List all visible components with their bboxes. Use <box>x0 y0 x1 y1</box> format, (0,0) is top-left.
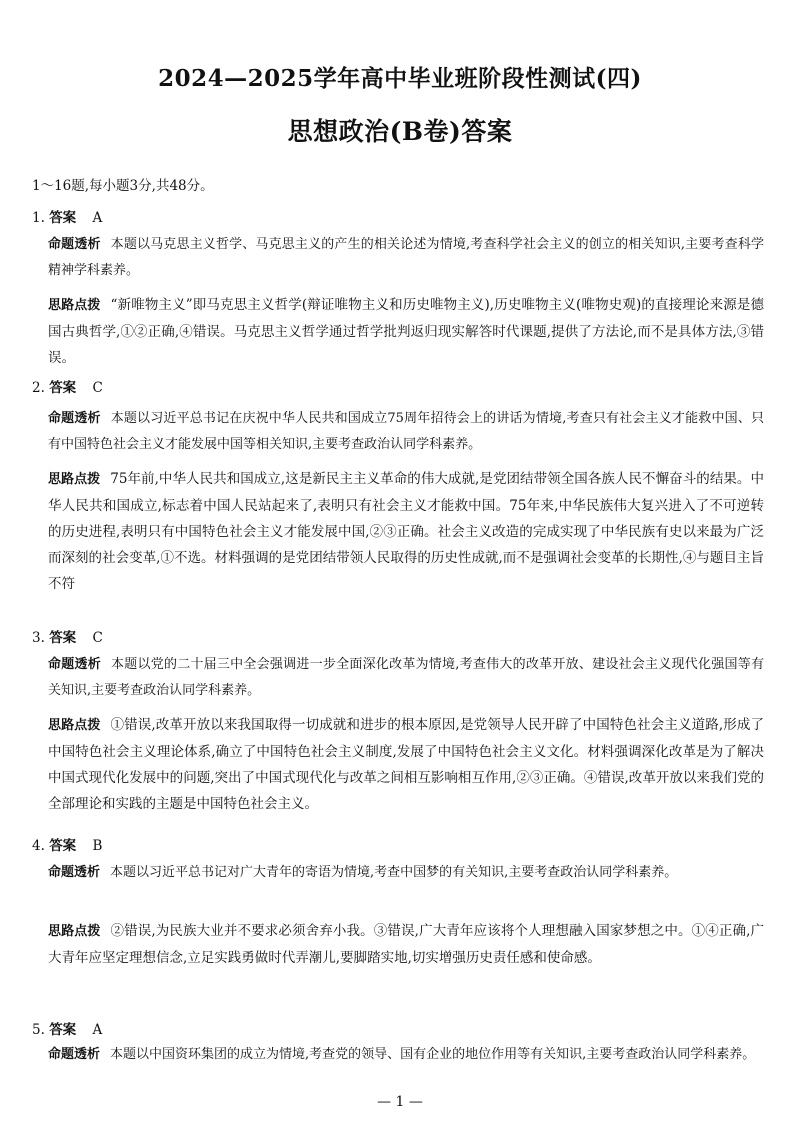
question-number: 2. <box>32 380 45 396</box>
answer-label: 答案 <box>49 630 77 646</box>
answer-choice: A <box>92 210 103 226</box>
answer-choice: A <box>92 1022 103 1038</box>
guide-text: “新唯物主义”即马克思主义哲学(辩证唯物主义和历史唯物主义),历史唯物主义(唯物史观)的直接理论来源是德国古典哲学,①②正确,④错误。马克思主义哲学通过哲学批判返归现实解答时代课题,提供了方法论,而不是具体方法,③错误。 <box>48 297 764 366</box>
document-subtitle: 思想政治(B卷)答案 <box>287 117 513 146</box>
answer-choice: B <box>92 838 103 854</box>
analysis-tag: 命题透析 <box>48 657 101 672</box>
question-3-guide <box>48 712 764 817</box>
answer-label: 答案 <box>49 1022 77 1038</box>
guide-tag: 思路点拨 <box>48 472 101 487</box>
analysis-text: 本题以中国资环集团的成立为情境,考查党的领导、国有企业的地位作用等有关知识,主要考查政治认同学科素养。 <box>110 1047 756 1062</box>
analysis-text: 本题以习近平总书记在庆祝中华人民共和国成立75周年招待会上的讲话为情境,考查只有社会主义才能救中国、只有中国特色社会主义才能发展中国等相关知识,主要考查政治认同学科素养。 <box>48 411 764 452</box>
answer-label: 答案 <box>49 380 77 396</box>
question-3-analysis <box>48 652 764 704</box>
answer-choice: C <box>92 380 103 396</box>
question-2-analysis <box>48 406 764 458</box>
question-1-analysis <box>48 232 764 284</box>
question-5-answer <box>32 1018 102 1038</box>
question-number: 5. <box>32 1022 45 1038</box>
analysis-text: 本题以党的二十届三中全会强调进一步全面深化改革为情境,考查伟大的改革开放、建设社会主义现代化强国等有关知识,主要考查政治认同学科素养。 <box>48 657 764 698</box>
analysis-text: 本题以马克思主义哲学、马克思主义的产生的相关论述为情境,考查科学社会主义的创立的相关知识,主要考查科学精神学科素养。 <box>48 237 764 278</box>
answer-label: 答案 <box>49 210 77 226</box>
document-title: 2024—2025学年高中毕业班阶段性测试(四) <box>158 65 642 92</box>
analysis-tag: 命题透析 <box>48 865 101 880</box>
page-number: — 1 — <box>377 1094 423 1110</box>
analysis-tag: 命题透析 <box>48 1047 101 1062</box>
question-number: 4. <box>32 838 45 854</box>
analysis-tag: 命题透析 <box>48 411 101 426</box>
question-number: 1. <box>32 210 45 226</box>
guide-text: ①错误,改革开放以来我国取得一切成就和进步的根本原因,是党领导人民开辟了中国特色社会主义道路,形成了中国特色社会主义理论体系,确立了中国特色社会主义制度,发展了中国特色社会主义文化。材料强调深化改革是为了解决中国式现代化发展中的问题,突出了中国式现代化与改革之间相互影响相互作用,②③正确。④错误,改革开放以来我们党的全部理论和实践的主题是中国特色社会主义。 <box>48 717 764 812</box>
scoring-intro: 1～16题,每小题3分,共48分。 <box>32 178 214 194</box>
question-4-answer <box>32 834 102 854</box>
question-1-answer <box>32 206 102 226</box>
question-4-analysis <box>48 860 764 886</box>
question-1-guide <box>48 292 764 371</box>
question-3-answer <box>32 626 103 646</box>
analysis-tag: 命题透析 <box>48 237 101 252</box>
guide-tag: 思路点拨 <box>48 298 101 313</box>
guide-text: 75年前,中华人民共和国成立,这是新民主主义革命的伟大成就,是党团结带领全国各族人民不懈奋斗的结果。中华人民共和国成立,标志着中国人民站起来了,表明只有社会主义才能救中国。75年来,中华民族伟大复兴进入了不可逆转的历史进程,表明只有中国特色社会主义才能发展中国,②③正确。社会主义改造的完成实现了中华民族有史以来最为广泛而深刻的社会变革,①不选。材料强调的是党团结带领人民取得的历史性成就,而不是强调社会变革的长期性,④与题目主旨不符 <box>48 471 764 592</box>
question-4-guide <box>48 918 764 971</box>
answer-label: 答案 <box>49 838 77 854</box>
answer-choice: C <box>92 630 103 646</box>
question-5-analysis <box>48 1042 764 1068</box>
question-2-guide <box>48 466 764 597</box>
question-2-answer <box>32 376 103 396</box>
guide-tag: 思路点拨 <box>48 718 101 733</box>
analysis-text: 本题以习近平总书记对广大青年的寄语为情境,考查中国梦的有关知识,主要考查政治认同学科素养。 <box>110 865 678 880</box>
guide-text: ②错误,为民族大业并不要求必须舍弃小我。③错误,广大青年应该将个人理想融入国家梦想之中。①④正确,广大青年应坚定理想信念,立足实践勇做时代弄潮儿,要脚踏实地,切实增强历史责任感和使命感。 <box>48 923 764 966</box>
guide-tag: 思路点拨 <box>48 924 101 939</box>
question-number: 3. <box>32 630 45 646</box>
